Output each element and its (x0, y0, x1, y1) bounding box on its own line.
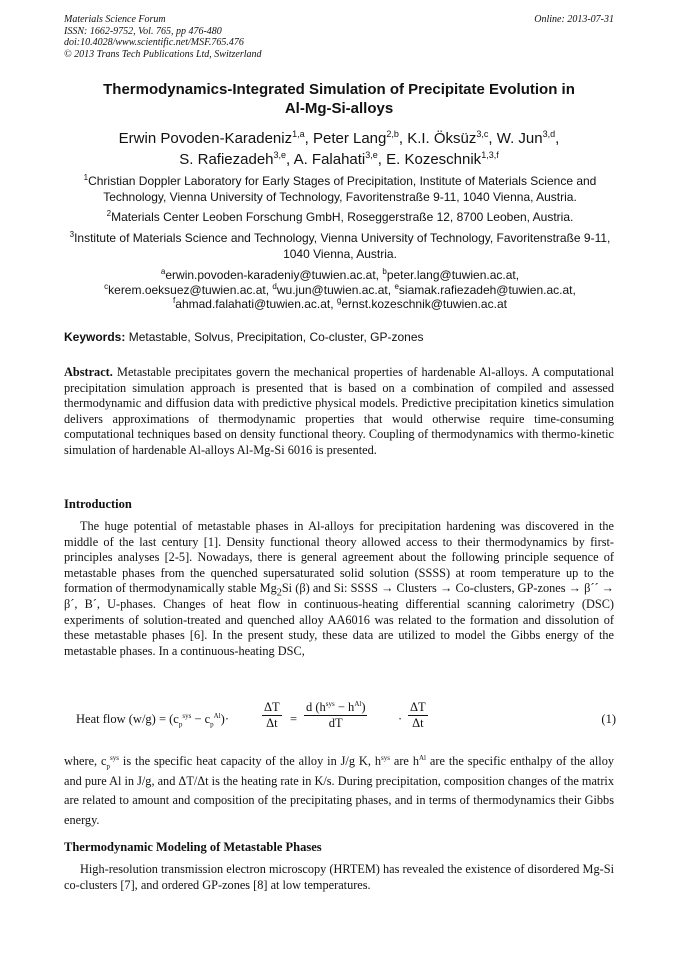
fraction: d $(h^{sys} - h^{Al})$ dT (306, 699, 366, 730)
affiliation-3: $^3$Institute of Materials Science and Technology, Vienna University of Technology, Favoritenstraße 9-11, 1040 Vienna, Austria. (69, 230, 611, 261)
intro-paragraph: The huge potential of metastable phases in Al-alloys for precipitation hardening was discovered in the middle of the last century [1]. Density functional theory allowed access to their thermodynamics by first-principles analyses [2-5]. Nowadays, there is general agreement about the following principle sequence of metastable phases from the quenched supersaturated solid solution (SSSS) at room temperature up to the formation of thermodynamically stable $Mg_2Si$ (β) and Si: SSSS → Clusters → Co-clusters, GP-zones → β´´ → β´, B´, U-phases. Changes of heat flow in continuous-heating differential scanning calorimetry (DSC) experiments of solution-treated and quenched alloy AA6016 was related to the formation and dissolution of these metastable phases [6]. In the present study, these data are utilized to model the Gibbs energy of the metastable phases. In a continuous-heating DSC, (64, 519, 614, 658)
abstract-label: Abstract. (64, 365, 113, 379)
email-link[interactable]: ahmad.falahati@tuwien.ac.at, (175, 297, 334, 311)
issn-line: ISSN: 1662-9752, Vol. 765, pp 476-480 (64, 25, 222, 37)
fraction: $\frac{\Delta T}{\Delta t}$ (410, 700, 426, 730)
journal-name: Materials Science Forum (64, 14, 166, 25)
section-heading-thermodynamic-modeling: Thermodynamic Modeling of Metastable Phases (64, 840, 322, 854)
author-name: Peter Lang (312, 130, 387, 147)
author-name: E. Kozeschnik (386, 151, 482, 168)
journal-metadata (64, 14, 262, 60)
equation-number: (1) (601, 712, 616, 726)
paper-title (60, 80, 618, 118)
doi-line: doi:10.4028/www.scientific.net/MSF.765.476 (64, 37, 244, 48)
section2-paragraph: High-resolution transmission electron microscopy (HRTEM) has revealed the existence of disordered Mg-Si co-clusters [7], and ordered GP-zones [8] at low temperatures. (64, 862, 614, 892)
affiliation-2: $^2$Materials Center Leoben Forschung GmbH, Roseggerstraße 12, 8700 Leoben, Austria. (106, 209, 574, 224)
author-affil-mark: 1,3,f (481, 150, 499, 160)
author-affil-mark: 2,b (386, 129, 399, 139)
author-name: K.I. Öksüz (407, 130, 477, 147)
email-link[interactable]: erwin.povoden-karadeniy@tuwien.ac.at, (165, 268, 380, 282)
author-name: W. Jun (496, 130, 543, 147)
author-affil-mark: 3,e (273, 150, 287, 160)
title-line-1: Thermodynamics-Integrated Simulation of Precipitate Evolution in (103, 81, 575, 98)
section-heading-introduction: Introduction (64, 497, 132, 511)
equation-1: Heat flow $(w/g) = (c_p^{sys} - c_p^{Al})\cdot$ $\frac{\Delta T}{\Delta t}$ = d $(h^{sys} - h^{Al})$ dT · $\frac{\Delta T}{\Delta t}$ (1) (76, 699, 616, 730)
email-list: $^a$erwin.povoden-karadeniy@tuwien.ac.at, $^b$peter.lang@tuwien.ac.at, $^c$kerem.oeksuez@tuwien.ac.at, $^d$wu.jun@tuwien.ac.at, $^e$siamak.rafiezadeh@tuwien.ac.at, $^f$ahmad.falahati@tuwien.ac.at, $^g$ernst.kozeschnik@tuwien.ac.at (104, 267, 576, 311)
abstract-text: Metastable precipitates govern the mechanical properties of hardenable Al-alloys. A computational precipitation simulation approach is presented that is based on a combination of compiled and assessed thermodynamic and diffusion data with predictive physical models. Predictive precipitation kinetics simulation delivers approximations of thermodynamic properties that would otherwise require time-consuming computational techniques based on density functional theory. Coupling of thermodynamics with thermo-kinetic simulation of hardenable Al-alloys Al-Mg-Si 6016 is presented. (64, 365, 614, 457)
affiliation-1: $^1$Christian Doppler Laboratory for Early Stages of Precipitation, Institute of Materials Science and Technology, Vienna University of Technology, Favoritenstraße 9-11, 1040 Vienna, Austria. (83, 173, 597, 204)
equation-explanation: where, $c_p^{sys}$ is the specific heat capacity of the alloy in J/g K, $h^{sys}$ are $h^{Al}$ are the specific enthalpy of the alloy and pure Al in J/g, and ΔT/Δt is the heating rate in K/s. During precipitation, composition changes of the matrix are related to amount and composition of the precipitating phases, and in terms of thermodynamics their Gibbs energy. (64, 753, 614, 827)
keywords-text: Metastable, Solvus, Precipitation, Co-cluster, GP-zones (128, 330, 424, 344)
online-date: Online: 2013-07-31 (534, 14, 614, 25)
author-affil-mark: 1,a (292, 129, 305, 139)
keywords (64, 330, 616, 344)
author-name: A. Falahati (293, 151, 366, 168)
copyright-line: © 2013 Trans Tech Publications Ltd, Switzerland (64, 48, 262, 60)
author-name: Erwin Povoden-Karadeniz (118, 130, 293, 147)
email-link[interactable]: wu.jun@tuwien.ac.at, (276, 282, 392, 297)
keywords-label: Keywords: (64, 330, 126, 344)
fraction: $\frac{\Delta T}{\Delta t}$ (264, 700, 280, 730)
equation-lhs: Heat flow $(w/g) = (c_p^{sys} - c_p^{Al})\cdot$ (76, 711, 229, 729)
email-link[interactable]: peter.lang@tuwien.ac.at, (386, 268, 520, 282)
author-name: S. Rafiezadeh (179, 151, 274, 168)
title-line-2: Al-Mg-Si-alloys (284, 100, 394, 117)
abstract (64, 365, 614, 459)
author-affil-mark: 3,e (365, 150, 378, 160)
email-link[interactable]: kerem.oeksuez@tuwien.ac.at, (108, 282, 270, 297)
email-link[interactable]: ernst.kozeschnik@tuwien.ac.at (341, 297, 507, 311)
author-affil-mark: 3,c (476, 129, 489, 139)
author-affil-mark: 3,d (542, 129, 556, 139)
email-link[interactable]: siamak.rafiezadeh@tuwien.ac.at, (398, 282, 576, 297)
author-list: Erwin Povoden-Karadeniz$^{1,a}$, Peter Lang$^{2,b}$, K.I. Öksüz$^{3,c}$, W. Jun$^{3,d}$, S. Rafiezadeh$^{3,e}$, A. Falahati$^{3,e}$, E. Kozeschnik$^{1,3,f}$ (118, 129, 560, 168)
